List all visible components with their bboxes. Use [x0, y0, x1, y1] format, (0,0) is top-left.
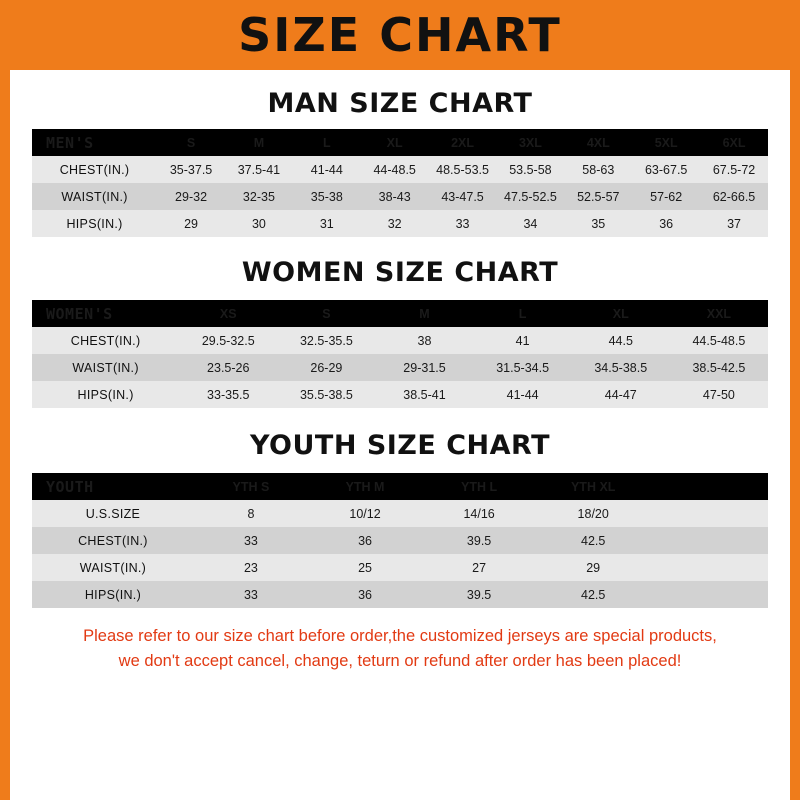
youth-header-cell: YTH L [422, 473, 536, 500]
table-cell-spacer [650, 581, 768, 608]
table-cell-spacer [650, 554, 768, 581]
women-header-cell: M [375, 300, 473, 327]
table-cell: 26-29 [277, 354, 375, 381]
women-header-label: WOMEN'S [32, 300, 179, 327]
table-header-row [32, 473, 768, 500]
table-cell: 48.5-53.5 [429, 156, 497, 183]
table-row [32, 554, 768, 581]
footnote-line-1: Please refer to our size chart before order,the customized jerseys are special products, [83, 627, 717, 645]
men-size-table [32, 129, 768, 237]
table-cell: 43-47.5 [429, 183, 497, 210]
table-cell: 39.5 [422, 527, 536, 554]
table-cell: 23 [194, 554, 308, 581]
table-cell: 25 [308, 554, 422, 581]
table-cell: 36 [632, 210, 700, 237]
men-header-cell: 3XL [496, 129, 564, 156]
table-cell: 38 [375, 327, 473, 354]
table-cell: 33 [194, 581, 308, 608]
table-cell: 37 [700, 210, 768, 237]
table-cell: 14/16 [422, 500, 536, 527]
men-header-label: MEN'S [32, 129, 157, 156]
men-table-body [32, 156, 768, 237]
table-cell: 44.5-48.5 [670, 327, 768, 354]
table-cell: 57-62 [632, 183, 700, 210]
men-header-cell: 6XL [700, 129, 768, 156]
table-row [32, 527, 768, 554]
table-header-row [32, 129, 768, 156]
table-cell: 18/20 [536, 500, 650, 527]
row-label: U.S.SIZE [32, 500, 194, 527]
table-cell: 42.5 [536, 581, 650, 608]
table-cell: 38-43 [361, 183, 429, 210]
women-section-title: WOMEN SIZE CHART [241, 257, 559, 288]
table-row [32, 327, 768, 354]
table-cell: 32.5-35.5 [277, 327, 375, 354]
table-cell: 62-66.5 [700, 183, 768, 210]
table-cell: 34.5-38.5 [572, 354, 670, 381]
table-cell: 44-48.5 [361, 156, 429, 183]
men-header-cell: S [157, 129, 225, 156]
youth-header-spacer [650, 473, 768, 500]
youth-header-cell: YTH S [194, 473, 308, 500]
table-cell-spacer [650, 500, 768, 527]
women-size-table [32, 300, 768, 408]
youth-header-label: YOUTH [32, 473, 194, 500]
youth-header-cell: YTH M [308, 473, 422, 500]
table-header-row [32, 300, 768, 327]
table-row [32, 354, 768, 381]
table-cell: 32 [361, 210, 429, 237]
men-header-cell: M [225, 129, 293, 156]
table-cell: 27 [422, 554, 536, 581]
table-cell: 38.5-42.5 [670, 354, 768, 381]
table-cell: 33 [194, 527, 308, 554]
youth-table-head [32, 473, 768, 500]
table-cell: 29-31.5 [375, 354, 473, 381]
table-cell: 8 [194, 500, 308, 527]
men-section-title: MAN SIZE CHART [267, 88, 533, 119]
youth-section-title: YOUTH SIZE CHART [249, 430, 551, 461]
row-label: CHEST(IN.) [32, 156, 157, 183]
men-header-cell: L [293, 129, 361, 156]
table-cell: 35-38 [293, 183, 361, 210]
page-title: SIZE CHART [238, 8, 562, 62]
table-cell: 36 [308, 527, 422, 554]
table-cell: 35 [564, 210, 632, 237]
footnote [46, 624, 754, 674]
table-cell: 44-47 [572, 381, 670, 408]
table-cell: 44.5 [572, 327, 670, 354]
table-cell: 29 [157, 210, 225, 237]
table-row [32, 500, 768, 527]
row-label: HIPS(IN.) [32, 581, 194, 608]
table-cell: 29.5-32.5 [179, 327, 277, 354]
row-label: CHEST(IN.) [32, 327, 179, 354]
table-row [32, 156, 768, 183]
table-cell: 37.5-41 [225, 156, 293, 183]
table-cell: 58-63 [564, 156, 632, 183]
table-cell: 41 [474, 327, 572, 354]
row-label: WAIST(IN.) [32, 554, 194, 581]
row-label: HIPS(IN.) [32, 210, 157, 237]
table-cell: 52.5-57 [564, 183, 632, 210]
women-table-body [32, 327, 768, 408]
table-cell: 30 [225, 210, 293, 237]
women-header-cell: XL [572, 300, 670, 327]
chart-content [10, 88, 790, 674]
table-row [32, 183, 768, 210]
table-cell: 41-44 [474, 381, 572, 408]
youth-size-table [32, 473, 768, 608]
youth-table-body [32, 500, 768, 608]
table-cell: 47.5-52.5 [496, 183, 564, 210]
table-cell: 31 [293, 210, 361, 237]
men-header-cell: 4XL [564, 129, 632, 156]
women-header-cell: XXL [670, 300, 768, 327]
table-cell: 47-50 [670, 381, 768, 408]
table-cell: 38.5-41 [375, 381, 473, 408]
men-table-head [32, 129, 768, 156]
table-row [32, 381, 768, 408]
table-cell: 53.5-58 [496, 156, 564, 183]
footnote-line-2: we don't accept cancel, change, teturn or refund after order has been placed! [118, 651, 682, 670]
table-cell: 67.5-72 [700, 156, 768, 183]
youth-header-cell: YTH XL [536, 473, 650, 500]
table-cell: 32-35 [225, 183, 293, 210]
table-cell: 33 [429, 210, 497, 237]
table-cell: 29-32 [157, 183, 225, 210]
row-label: CHEST(IN.) [32, 527, 194, 554]
table-cell: 41-44 [293, 156, 361, 183]
table-cell: 42.5 [536, 527, 650, 554]
women-header-cell: XS [179, 300, 277, 327]
table-row [32, 581, 768, 608]
table-cell-spacer [650, 527, 768, 554]
table-cell: 10/12 [308, 500, 422, 527]
page-banner [10, 0, 790, 70]
table-cell: 31.5-34.5 [474, 354, 572, 381]
table-cell: 39.5 [422, 581, 536, 608]
row-label: WAIST(IN.) [32, 354, 179, 381]
men-header-cell: 2XL [429, 129, 497, 156]
table-cell: 35.5-38.5 [277, 381, 375, 408]
table-cell: 34 [496, 210, 564, 237]
table-cell: 33-35.5 [179, 381, 277, 408]
row-label: HIPS(IN.) [32, 381, 179, 408]
table-cell: 63-67.5 [632, 156, 700, 183]
table-cell: 36 [308, 581, 422, 608]
women-table-head [32, 300, 768, 327]
table-cell: 29 [536, 554, 650, 581]
row-label: WAIST(IN.) [32, 183, 157, 210]
men-header-cell: XL [361, 129, 429, 156]
table-cell: 35-37.5 [157, 156, 225, 183]
table-cell: 23.5-26 [179, 354, 277, 381]
women-header-cell: L [474, 300, 572, 327]
table-row [32, 210, 768, 237]
women-header-cell: S [277, 300, 375, 327]
men-header-cell: 5XL [632, 129, 700, 156]
